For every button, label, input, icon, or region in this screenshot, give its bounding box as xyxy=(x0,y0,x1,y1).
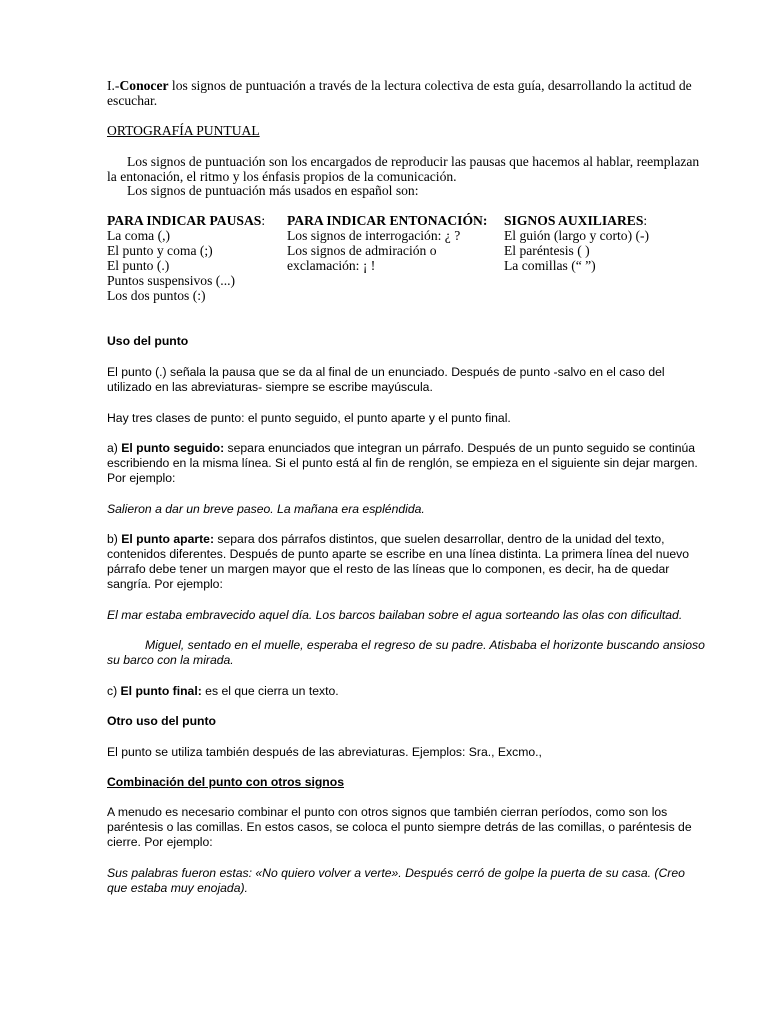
uso-punto-paragraph-2: Hay tres clases de punto: el punto seguido, el punto aparte y el punto final. xyxy=(107,411,511,425)
ortografia-paragraph-1: Los signos de puntuación son los encargados de reproducir las pausas que hacemos al hablar, reemplazan la entonación, el ritmo y los énfasis propios de la comunicación. xyxy=(107,154,700,184)
pausas-item: La coma (,) xyxy=(107,228,171,243)
auxiliares-item: El paréntesis ( ) xyxy=(504,243,590,258)
intro-text: los signos de puntuación a través de la lectura colectiva de esta guía, desarrollando la actitud de escuchar. xyxy=(107,78,692,108)
uso-punto-heading: Uso del punto xyxy=(107,334,189,348)
punto-aparte-paragraph: b) El punto aparte: separa dos párrafos distintos, que suelen desarrollar, dentro de la unidad del texto, contenidos diferentes. Después de punto aparte se escribe en una línea distinta. La primera línea del nuevo párrafo debe tener un margen mayor que el resto de las líneas que lo componen, es decir, ha de quedar sangría. Por ejemplo: xyxy=(107,532,689,591)
punto-seguido-example: Salieron a dar un breve paseo. La mañana era espléndida. xyxy=(107,502,425,516)
pausas-header: PARA INDICAR PAUSAS: xyxy=(107,213,266,228)
punto-final-term: El punto final: xyxy=(120,684,202,698)
combinacion-paragraph: A menudo es necesario combinar el punto con otros signos que también cierran períodos, como son los paréntesis o las comillas. En estos casos, se coloca el punto siempre detrás de las comillas, o paréntesis de cierre. Por ejemplo: xyxy=(107,805,692,849)
combinacion-heading: Combinación del punto con otros signos xyxy=(107,775,344,789)
pausas-item: El punto (.) xyxy=(107,258,170,273)
pausas-column xyxy=(107,213,265,303)
ortografia-paragraph-2: Los signos de puntuación más usados en español son: xyxy=(127,183,419,198)
punto-aparte-term: El punto aparte: xyxy=(121,532,214,546)
punto-seguido-term: El punto seguido: xyxy=(121,441,225,455)
pausas-item: El punto y coma (;) xyxy=(107,243,213,258)
auxiliares-header: SIGNOS AUXILIARES: xyxy=(504,213,648,228)
punto-final-paragraph: c) El punto final: es el que cierra un texto. xyxy=(107,684,339,698)
pausas-item: Puntos suspensivos (...) xyxy=(107,273,236,288)
entonacion-column xyxy=(287,213,487,273)
ortografia-heading: ORTOGRAFÍA PUNTUAL xyxy=(107,123,260,138)
intro-prefix: I.- xyxy=(107,78,120,93)
entonacion-item: exclamación: ¡ ! xyxy=(287,258,376,273)
auxiliares-column xyxy=(504,213,649,273)
uso-punto-paragraph-1: El punto (.) señala la pausa que se da al final de un enunciado. Después de punto -salvo en el caso del utilizado en las abreviaturas- siempre se escribe mayúscula. xyxy=(107,365,665,394)
entonacion-header: PARA INDICAR ENTONACIÓN: xyxy=(287,213,488,228)
auxiliares-item: La comillas (“ ”) xyxy=(504,258,596,273)
punto-seguido-paragraph: a) El punto seguido: separa enunciados que integran un párrafo. Después de un punto seguido se continúa escribiendo en la misma línea. Si el punto está al fin de renglón, se empieza en el siguiente sin dejar margen. Por ejemplo: xyxy=(107,441,698,485)
auxiliares-item: El guión (largo y corto) (-) xyxy=(504,228,650,243)
otro-uso-heading: Otro uso del punto xyxy=(107,714,216,728)
punto-aparte-example-1: El mar estaba embravecido aquel día. Los barcos bailaban sobre el agua sorteando las olas con dificultad. xyxy=(107,608,683,622)
intro-paragraph xyxy=(107,78,707,108)
combinacion-example: Sus palabras fueron estas: «No quiero volver a verte». Después cerró de golpe la puerta de su casa. (Creo que estaba muy enojada). xyxy=(107,866,685,895)
pausas-item: Los dos puntos (:) xyxy=(107,288,206,303)
otro-uso-paragraph: El punto se utiliza también después de las abreviaturas. Ejemplos: Sra., Excmo., xyxy=(107,745,542,759)
entonacion-item: Los signos de admiración o xyxy=(287,243,437,258)
punto-aparte-example-2: Miguel, sentado en el muelle, esperaba el regreso de su padre. Atisbaba el horizonte buscando ansioso su barco con la mirada. xyxy=(107,638,705,667)
intro-keyword: Conocer xyxy=(119,78,169,93)
entonacion-item: Los signos de interrogación: ¿ ? xyxy=(287,228,461,243)
